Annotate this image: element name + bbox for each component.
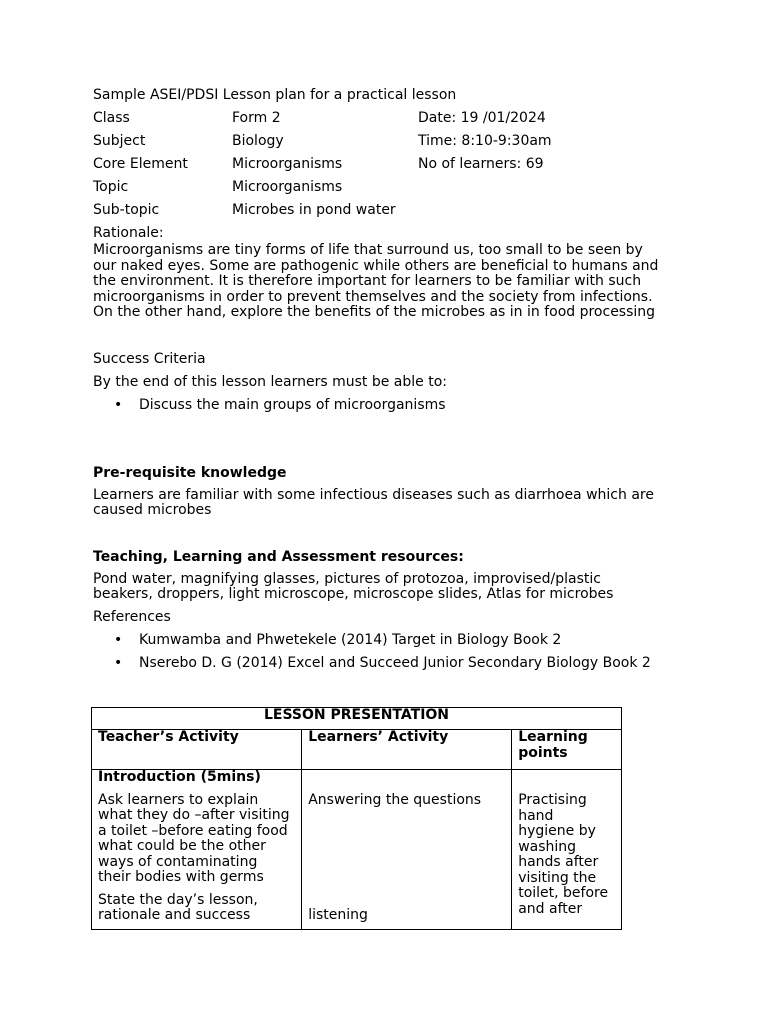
info-row-subject <box>93 133 683 156</box>
bullet-icon: • <box>114 396 123 413</box>
points-line: hand <box>518 807 554 824</box>
rationale-line: the environment. It is therefore important for learners to be familiar with such <box>93 273 642 289</box>
resources-line: beakers, droppers, light microscope, microscope slides, Atlas for microbes <box>93 586 614 602</box>
points-line: washing <box>518 838 577 855</box>
prerequisite-line: Learners are familiar with some infectious diseases such as diarrhoea which are <box>93 486 654 503</box>
teacher-line: a toilet –before eating food <box>98 822 288 839</box>
info-value: Microorganisms <box>232 179 343 195</box>
info-value: Biology <box>232 133 284 149</box>
rationale-line: our naked eyes. Some are pathogenic while others are beneficial to humans and <box>93 257 659 274</box>
rationale-paragraph <box>93 243 683 321</box>
teacher-line: ways of contaminating <box>98 853 258 870</box>
document-title: Sample ASEI/PDSI Lesson plan for a practical lesson <box>93 87 457 103</box>
table-header-learners: Learners’ Activity <box>302 730 512 770</box>
references-heading: References <box>93 608 171 625</box>
teacher-line: what they do –after visiting <box>98 807 290 823</box>
list-item <box>93 632 683 655</box>
bullet-icon: • <box>114 631 123 648</box>
teacher-line: Ask learners to explain <box>98 791 259 808</box>
points-line: hygiene by <box>518 823 596 839</box>
info-value: Microbes in pond water <box>232 202 396 218</box>
teacher-line: what could be the other <box>98 838 266 854</box>
resources-heading: Teaching, Learning and Assessment resources: <box>93 548 464 565</box>
info-row-class <box>93 110 683 133</box>
list-item <box>93 397 683 420</box>
teacher-line: rationale and success <box>98 907 251 923</box>
list-item <box>93 655 683 678</box>
teacher-line: their bodies with germs <box>98 869 264 885</box>
learners-activity-2: listening <box>308 906 368 923</box>
info-label: Subject <box>93 133 146 149</box>
rationale-line: On the other hand, explore the benefits of the microbes as in in food processing <box>93 304 656 320</box>
points-line: and after <box>518 900 583 917</box>
rationale-line: microorganisms in order to prevent themselves and the society from infections. <box>93 288 653 305</box>
learning-points-block <box>518 793 615 917</box>
table-row <box>92 770 622 930</box>
points-line: visiting the <box>518 869 597 886</box>
info-label: Sub-topic <box>93 202 160 218</box>
lesson-presentation-table <box>91 707 622 930</box>
reference-text: Kumwamba and Phwetekele (2014) Target in Biology Book 2 <box>139 631 562 648</box>
teacher-line: State the day’s lesson, <box>98 891 258 908</box>
references-list <box>93 632 683 678</box>
points-line: toilet, before <box>518 885 609 901</box>
learning-points-cell <box>512 770 622 930</box>
info-label: Topic <box>93 179 129 195</box>
table-header-teacher: Teacher’s Activity <box>92 730 302 770</box>
info-value: Form 2 <box>232 110 281 126</box>
success-criteria-heading: Success Criteria <box>93 350 206 367</box>
bullet-icon: • <box>114 654 123 671</box>
list-item-text: Discuss the main groups of microorganisms <box>139 396 446 413</box>
learners-activity-cell <box>302 770 512 930</box>
info-label: Core Element <box>93 156 188 172</box>
success-criteria-intro: By the end of this lesson learners must be able to: <box>93 373 447 390</box>
rationale-line: Microorganisms are tiny forms of life that surround us, too small to be seen by <box>93 242 643 258</box>
success-criteria-list <box>93 397 683 420</box>
info-row-subtopic <box>93 202 683 225</box>
points-line: Practising <box>518 792 587 808</box>
table-title: LESSON PRESENTATION <box>92 708 622 730</box>
info-row-core-element <box>93 156 683 179</box>
reference-text: Nserebo D. G (2014) Excel and Succeed Junior Secondary Biology Book 2 <box>139 654 651 671</box>
info-extra: Time: 8:10-9:30am <box>418 133 552 149</box>
lesson-plan-document <box>93 87 683 678</box>
prerequisite-paragraph <box>93 488 683 519</box>
points-line: hands after <box>518 854 599 870</box>
info-row-topic <box>93 179 683 202</box>
rationale-label: Rationale: <box>93 225 164 241</box>
teacher-activity-block <box>98 893 295 924</box>
teacher-activity-cell <box>92 770 302 930</box>
info-label: Class <box>93 110 130 126</box>
prerequisite-heading: Pre-requisite knowledge <box>93 464 287 481</box>
table-header-learning-points: Learning points <box>512 730 622 770</box>
resources-line: Pond water, magnifying glasses, pictures of protozoa, improvised/plastic <box>93 570 601 587</box>
info-extra: Date: 19 /01/2024 <box>418 110 546 126</box>
prerequisite-line: caused microbes <box>93 502 212 518</box>
info-value: Microorganisms <box>232 156 343 172</box>
teacher-activity-block <box>98 793 295 886</box>
resources-paragraph <box>93 572 683 603</box>
info-extra: No of learners: 69 <box>418 156 544 172</box>
learners-activity-1: Answering the questions <box>308 792 482 808</box>
intro-heading: Introduction (5mins) <box>98 769 261 785</box>
